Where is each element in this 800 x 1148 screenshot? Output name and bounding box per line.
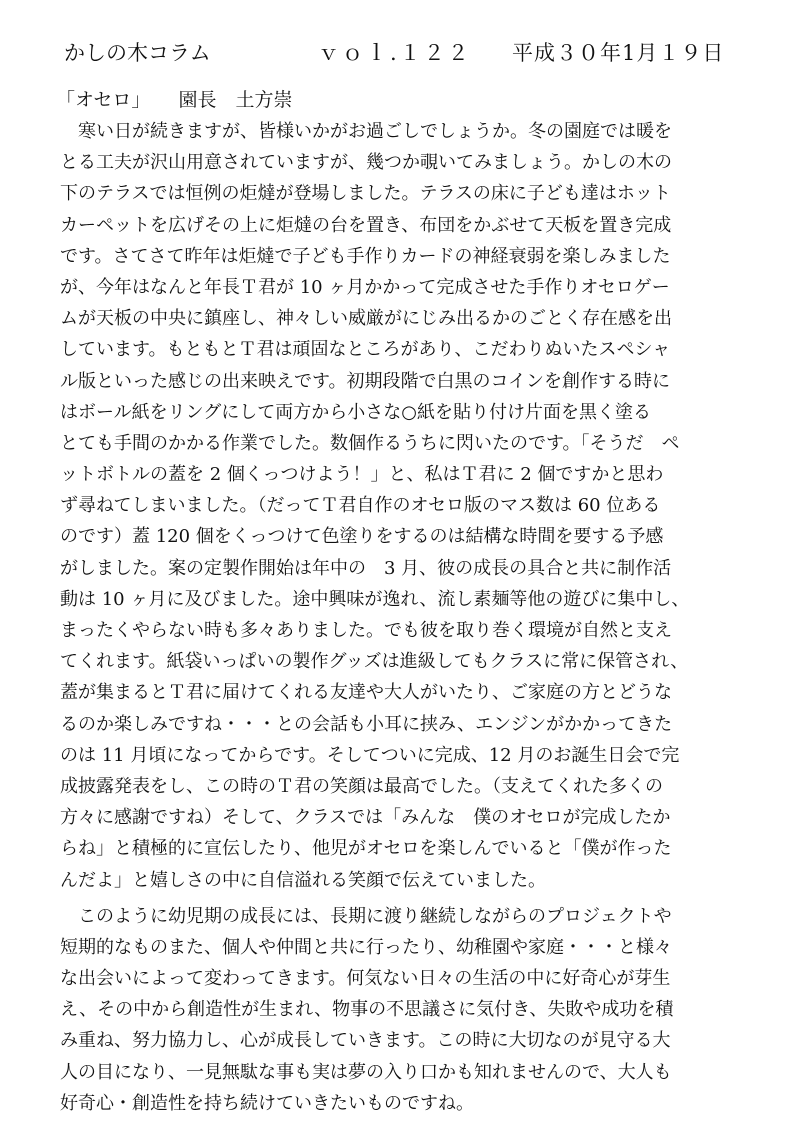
body-line: るのか楽しみですね・・・との会話も小耳に挟み、エンジンがかかってきた (60, 713, 673, 735)
body-line: ル版といった感じの出来映えです。初期段階で白黒のコインを創作する時に (60, 370, 671, 392)
body-line: 成披露発表をし、この時のＴ君の笑顔は最高でした。（支えてくれた多くの (60, 775, 663, 797)
body-line: しています。もともとＴ君は頑固なところがあり、こだわりぬいたスペシャ (60, 339, 671, 361)
body-line: ず尋ねてしまいました。（だってＴ君自作のオセロ版のマス数は 60 位ある (60, 495, 661, 517)
body-line: ットボトルの蓋を 2 個くっつけよう！」と、私はＴ君に 2 個ですかと思わ (60, 464, 664, 486)
body-line: 短期的なものまた、個人や仲間と共に行ったり、幼稚園や家庭・・・と様々 (60, 936, 672, 958)
series-title: かしの木コラム (64, 41, 211, 65)
body-line: な出会いによって変わってきます。何気ない日々の生活の中に好奇心が芽生 (60, 968, 671, 990)
column-title-line (56, 85, 292, 115)
body-line: のです）蓋 120 個をくっつけて色塗りをするのは結構な時間を要する予感 (60, 526, 664, 548)
body-line: てくれます。紙袋いっぱいの製作グッズは進級してもクラスに常に保管され、 (60, 651, 689, 673)
body-line: のは 11 月頃になってからです。そしてついに完成、12 月のお誕生日会で完 (60, 744, 680, 766)
column-header (64, 36, 764, 70)
body-line: がしました。案の定製作開始は年中の 3 月、彼の成長の具合と共に制作活 (60, 557, 672, 579)
body-line: 動は 10 ヶ月に及びました。途中興味が逸れ、流し素麺等他の遊びに集中し、 (60, 588, 690, 610)
column-body (60, 116, 760, 1119)
body-line: 寒い日が続きますが、皆様いかがお過ごしでしょうか。冬の園庭では暖を (60, 121, 672, 142)
body-line: み重ね、努力協力し、心が成長していきます。この時に大切なのが見守る大 (60, 1030, 671, 1052)
body-line: 蓋が集まるとＴ君に届けてくれる友達や大人がいたり、ご家庭の方とどうな (60, 682, 672, 704)
body-line: はボール紙をリングにして両方から小さな○紙を貼り付け片面を黒く塗る (60, 401, 651, 423)
body-line: らね」と積極的に宣伝したり、他児がオセロを楽しんでいると「僕が作った (60, 838, 672, 860)
issue-date: 平成３０年1月１９日 (512, 41, 725, 65)
column-author: 園長 土方崇 (178, 89, 293, 111)
body-line: んだよ」と嬉しさの中に自信溢れる笑顔で伝えていました。 (60, 869, 546, 891)
body-line: です。さてさて昨年は炬燵で子ども手作りカードの神経衰弱を楽しみました (60, 245, 671, 267)
body-line: 好奇心・創造性を持ち続けていきたいものですね。 (60, 1092, 474, 1114)
body-line: 下のテラスでは恒例の炬燵が登場しました。テラスの床に子ども達はホット (60, 183, 671, 205)
body-line: とる工夫が沢山用意されていますが、幾つか覗いてみましょう。かしの木の (60, 152, 672, 174)
body-line: 方々に感謝ですね）そして、クラスでは「みんな 僕のオセロが完成したか (60, 807, 671, 829)
body-line: このように幼児期の成長には、長期に渡り継続しながらのプロジェクトや (60, 905, 672, 927)
body-line: え、その中から創造性が生まれ、物事の不思議さに気付き、失敗や成功を積 (60, 999, 674, 1021)
body-line: カーペットを広げその上に炬燵の台を置き、布団をかぶせて天板を置き完成 (60, 214, 672, 236)
body-line: まったくやらない時も多々ありました。でも彼を取り巻く環境が自然と支え (60, 620, 672, 641)
volume-number: ｖｏｌ.１２２ (318, 41, 472, 65)
body-line: ムが天板の中央に鎮座し、神々しい威厳がにじみ出るかのごとく存在感を出 (60, 308, 672, 330)
body-line: とても手間のかかる作業でした。数個作るうちに閃いたのです。「そうだ ペ (60, 432, 680, 454)
column-title: 「オセロ」 (56, 89, 151, 111)
body-line: 人の目になり、一見無駄な事も実は夢の入り口かも知れませんので、大人も (60, 1061, 672, 1083)
body-line: が、今年はなんと年長Ｔ君が 10 ヶ月かかって完成させた手作りオセロゲー (60, 276, 670, 298)
